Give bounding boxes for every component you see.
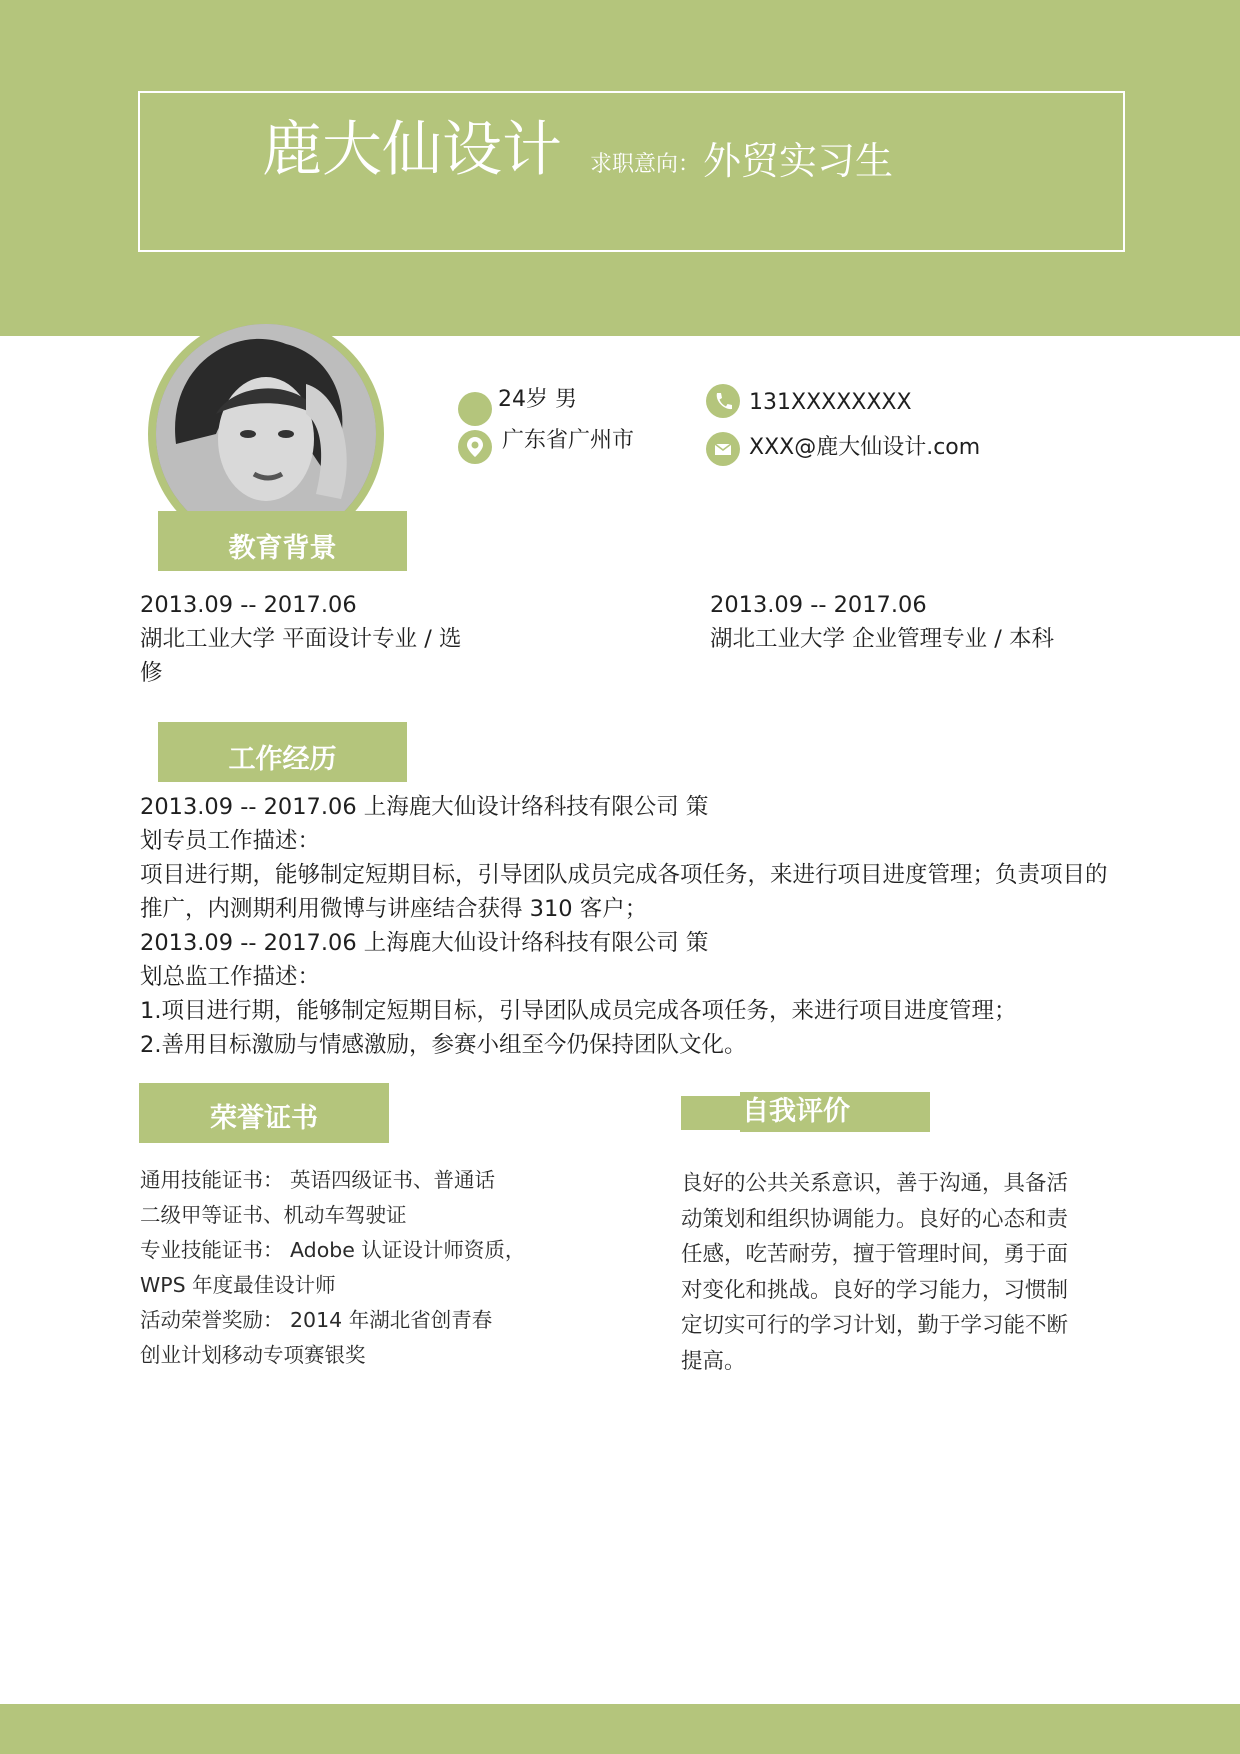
self-eval-section-title: 自我评价	[740, 1092, 930, 1132]
email-address: XXX@鹿大仙设计.com	[749, 435, 981, 460]
job-intent-value: 外贸实习生	[703, 139, 894, 183]
footer-band	[0, 1704, 1240, 1754]
education-detail: 湖北工业大学 平面设计专业 / 选	[140, 626, 462, 652]
work-line: 项目进行期，能够制定短期目标，引导团队成员完成各项任务，来进行项目进度管理；负责项目的	[140, 862, 1108, 888]
self-eval-line: 动策划和组织协调能力。良好的心态和责	[681, 1206, 1069, 1232]
candidate-name: 鹿大仙设计	[262, 115, 562, 185]
location-text: 广东省广州市	[502, 428, 635, 453]
education-section-title: 教育背景	[158, 511, 407, 571]
self-eval-line: 定切实可行的学习计划，勤于学习能不断	[681, 1313, 1069, 1338]
honors-block	[140, 1163, 580, 1373]
self-eval-tab-accent	[681, 1096, 741, 1130]
self-eval-line: 任感，吃苦耐劳，擅于管理时间，勇于面	[681, 1242, 1069, 1267]
work-line: 划专员工作描述：	[140, 828, 321, 854]
work-section-title: 工作经历	[158, 722, 407, 782]
self-eval-block	[681, 1166, 1141, 1379]
phone-icon	[706, 384, 740, 418]
work-line: 2.善用目标激励与情感激励，参赛小组至今仍保持团队文化。	[140, 1032, 747, 1058]
job-intent-label: 求职意向：	[590, 152, 701, 177]
work-line: 2013.09 -- 2017.06 上海鹿大仙设计络科技有限公司 策	[140, 930, 709, 956]
work-line: 1.项目进行期，能够制定短期目标，引导团队成员完成各项任务，来进行项目进度管理；	[140, 998, 1017, 1024]
phone-number: 131XXXXXXXX	[749, 390, 912, 415]
education-period: 2013.09 -- 2017.06	[710, 592, 927, 618]
work-line: 推广，内测期利用微博与讲座结合获得 310 客户；	[140, 896, 648, 922]
honors-line: 二级甲等证书、机动车驾驶证	[140, 1203, 407, 1227]
education-period: 2013.09 -- 2017.06	[140, 592, 357, 618]
education-item	[710, 588, 1140, 656]
self-eval-line: 提高。	[681, 1348, 746, 1374]
honors-line: 通用技能证书： 英语四级证书、普通话	[140, 1168, 496, 1192]
work-line: 2013.09 -- 2017.06 上海鹿大仙设计络科技有限公司 策	[140, 794, 709, 820]
education-detail: 湖北工业大学 企业管理专业 / 本科	[710, 626, 1055, 652]
work-experience-block	[140, 790, 1140, 1062]
honors-line: 活动荣誉奖励： 2014 年湖北省创青春	[140, 1308, 493, 1332]
education-detail: 修	[140, 660, 163, 686]
age-gender: 24岁 男	[498, 387, 577, 412]
email-icon	[706, 432, 740, 466]
self-eval-line: 对变化和挑战。良好的学习能力，习惯制	[681, 1277, 1069, 1303]
person-icon	[458, 392, 492, 426]
self-eval-line: 良好的公共关系意识，善于沟通，具备活	[681, 1171, 1069, 1196]
work-line: 划总监工作描述：	[140, 964, 321, 990]
honors-line: WPS 年度最佳设计师	[140, 1273, 336, 1297]
honors-line: 创业计划移动专项赛银奖	[140, 1343, 366, 1367]
honors-line: 专业技能证书： Adobe 认证设计师资质，	[140, 1238, 526, 1262]
location-pin-icon	[458, 430, 492, 464]
education-item	[140, 588, 560, 690]
honors-section-title: 荣誉证书	[139, 1083, 389, 1143]
